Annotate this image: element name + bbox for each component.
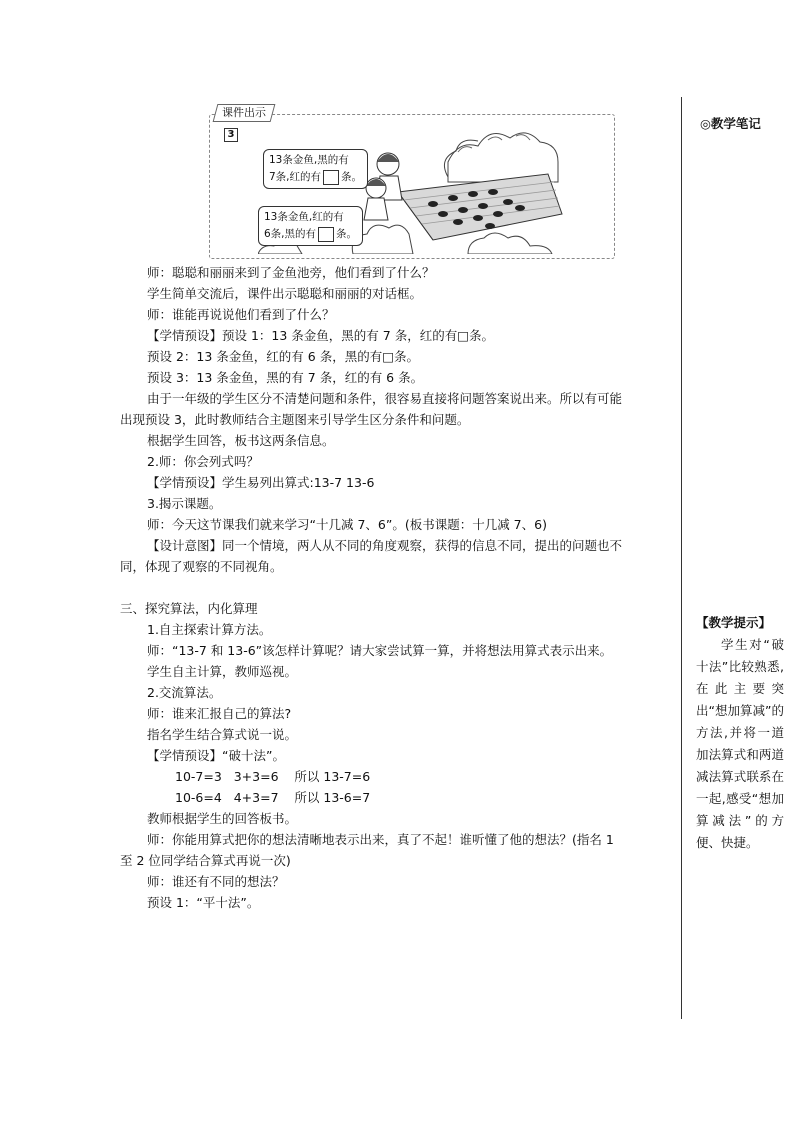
text-line: 学生简单交流后，课件出示聪聪和丽丽的对话框。 [147, 286, 423, 301]
text-line: 【设计意图】同一个情境，两人从不同的角度观察，获得的信息不同，提出的问题也不 [147, 538, 623, 553]
speech-bubble-1 [263, 149, 368, 189]
section-heading: 三、探究算法，内化算理 [120, 601, 258, 616]
text-line: 出现预设 3，此时教师结合主题图来引导学生区分条件和问题。 [120, 412, 470, 427]
text-line: 师：聪聪和丽丽来到了金鱼池旁，他们看到了什么？ [147, 265, 435, 280]
text-line: 同，体现了观察的不同视角。 [120, 559, 283, 574]
text-line: 师：谁来汇报自己的算法? [147, 706, 292, 721]
formula-line: 10-7=3 3+3=6 所以 13-7=6 [175, 769, 371, 784]
bubble-1-line-2: 7条,红的有 条。 [269, 171, 363, 183]
teaching-tips [696, 612, 786, 854]
courseware-number: 3 [224, 128, 238, 142]
text-line: 3.揭示课题。 [147, 496, 222, 511]
text-line: 至 2 位同学结合算式再说一次) [120, 853, 291, 868]
text-line: 【学情预设】预设 1：13 条金鱼，黑的有 7 条，红的有□条。 [147, 328, 495, 343]
text-line: 【学情预设】学生易列出算式:13-7 13-6 [147, 475, 375, 490]
formula-line: 10-6=4 4+3=7 所以 13-6=7 [175, 790, 371, 805]
text-line: 【学情预设】“破十法”。 [147, 748, 285, 763]
text-line: 师：今天这节课我们就来学习“十几减 7、6”。(板书课题：十几减 7、6) [147, 517, 547, 532]
text-line: 师：谁还有不同的想法？ [147, 874, 285, 889]
bubble-1-line-1: 13条金鱼,黑的有 [269, 154, 349, 166]
notes-title: ◎教学笔记 [700, 116, 761, 131]
text-line: 教师根据学生的回答板书。 [147, 811, 298, 826]
answer-box-icon [323, 170, 339, 185]
text-line: 预设 2：13 条金鱼，红的有 6 条，黑的有□条。 [147, 349, 420, 364]
sidebar-divider [681, 97, 682, 1019]
text-line: 师：“13-7 和 13-6”该怎样计算呢？请大家尝试算一算，并将想法用算式表示出来。 [147, 643, 613, 658]
text-line: 指名学生结合算式说一说。 [147, 727, 298, 742]
bubble-2-line-1: 13条金鱼,红的有 [264, 211, 344, 223]
text-line: 2.师：你会列式吗？ [147, 454, 259, 469]
text-line: 根据学生回答，板书这两条信息。 [147, 433, 335, 448]
tips-body: 学生对“破十法”比较熟悉,在此主要突出“想加算减”的方法,并将一道加法算式和两道减法算式联系在一起,感受“想加算减法”的方便、快捷。 [696, 637, 784, 850]
text-line: 预设 3：13 条金鱼，黑的有 7 条，红的有 6 条。 [147, 370, 424, 385]
text-line: 1.自主探索计算方法。 [147, 622, 272, 637]
text-line: 师：你能用算式把你的想法清晰地表示出来，真了不起！谁听懂了他的想法？(指名 1 [147, 832, 614, 847]
courseware-tab-label: 课件出示 [222, 106, 266, 119]
tips-title: 【教学提示】 [696, 615, 772, 630]
text-line: 师：谁能再说说他们看到了什么？ [147, 307, 335, 322]
bubble-2-line-2: 6条,黑的有 条。 [264, 228, 358, 240]
answer-box-icon [318, 227, 334, 242]
speech-bubble-2 [258, 206, 363, 246]
text-line: 由于一年级的学生区分不清楚问题和条件，很容易直接将问题答案说出来。所以有可能 [147, 391, 623, 406]
courseware-tab [213, 104, 276, 122]
text-line: 预设 1：“平十法”。 [147, 895, 260, 910]
text-line: 2.交流算法。 [147, 685, 222, 700]
text-line: 学生自主计算，教师巡视。 [147, 664, 298, 679]
